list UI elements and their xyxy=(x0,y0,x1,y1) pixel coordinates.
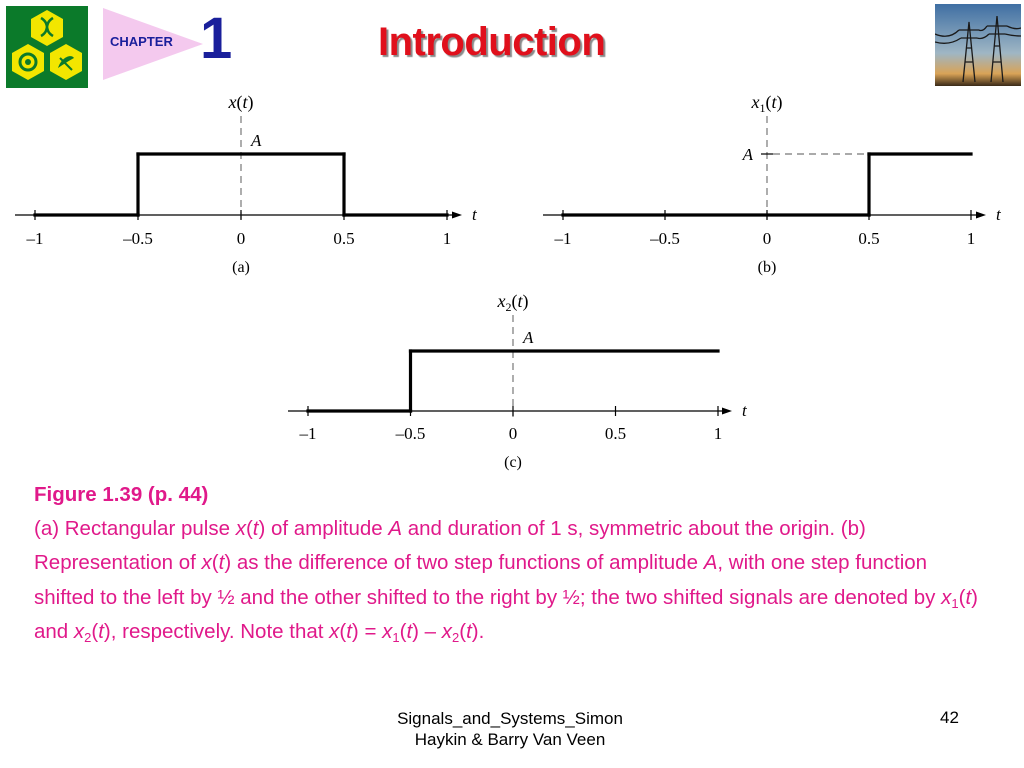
tick-label: 1 xyxy=(713,424,723,443)
axis-arrow xyxy=(976,212,986,219)
caption-heading: Figure 1.39 (p. 44) xyxy=(34,483,209,506)
amplitude-label: A xyxy=(523,328,534,347)
figure-caption xyxy=(34,478,984,649)
panel-label: (a) xyxy=(232,259,250,276)
amplitude-label: A xyxy=(251,131,262,150)
figure-c-shifted-step xyxy=(270,285,770,480)
axis-label: t xyxy=(472,205,477,224)
footer-line-1: Signals_and_Systems_Simon xyxy=(397,709,623,728)
axis-arrow xyxy=(722,408,732,415)
signal-label: x(t) xyxy=(228,92,254,112)
university-logo xyxy=(6,6,88,88)
footer-line-2: Haykin & Barry Van Veen xyxy=(414,730,606,750)
tick-label: –0.5 xyxy=(123,229,153,248)
footer-citation xyxy=(300,708,720,751)
figure-a-rectangular-pulse xyxy=(0,88,500,288)
tick-label: –1 xyxy=(299,424,317,443)
tick-label: –0.5 xyxy=(395,424,426,443)
tick-label: –1 xyxy=(26,229,44,248)
chapter-label: CHAPTER xyxy=(110,34,173,49)
axis-label: t xyxy=(996,205,1001,224)
panel-label: (c) xyxy=(504,454,522,471)
panel-label: (b) xyxy=(757,259,777,276)
chapter-number: 1 xyxy=(200,6,233,71)
axis-arrow xyxy=(452,212,462,219)
tick-label: 0 xyxy=(508,424,518,443)
figure-b-shifted-step xyxy=(525,88,1024,288)
tick-label: 1 xyxy=(442,229,452,248)
tick-label: 1 xyxy=(966,229,976,248)
tick-label: –0.5 xyxy=(650,229,680,248)
slide-title: Introduction xyxy=(378,20,606,64)
signal-label: $x_2(t)$ xyxy=(497,291,529,314)
tick-label: 0.5 xyxy=(333,229,355,248)
logo-emblem-icon xyxy=(6,6,88,88)
caption-body: (a) Rectangular pulse x(t) of amplitude A and duration of 1 s, symmetric about the origin. (b) Representation of x(t) as the difference of two step functions of amplitude A, with one step function shifted to the left by ½ and the other shifted to the right by ½; the two shifted signals are denoted by $x_1(t)$ and $x_2(t)$, respectively. Note that $x(t) = x_1(t) - x_2(t)$. xyxy=(34,517,978,645)
tick-label: –1 xyxy=(554,229,572,248)
page-number: 42 xyxy=(940,708,959,727)
tick-label: 0.5 xyxy=(604,424,627,443)
signal-label: $x_1(t)$ xyxy=(751,92,783,115)
tick-label: 0 xyxy=(762,229,772,248)
power-lines-photo xyxy=(935,4,1021,86)
axis-label: t xyxy=(742,401,747,420)
amplitude-label: A xyxy=(742,145,753,164)
tick-label: 0 xyxy=(236,229,246,248)
tick-label: 0.5 xyxy=(858,229,880,248)
